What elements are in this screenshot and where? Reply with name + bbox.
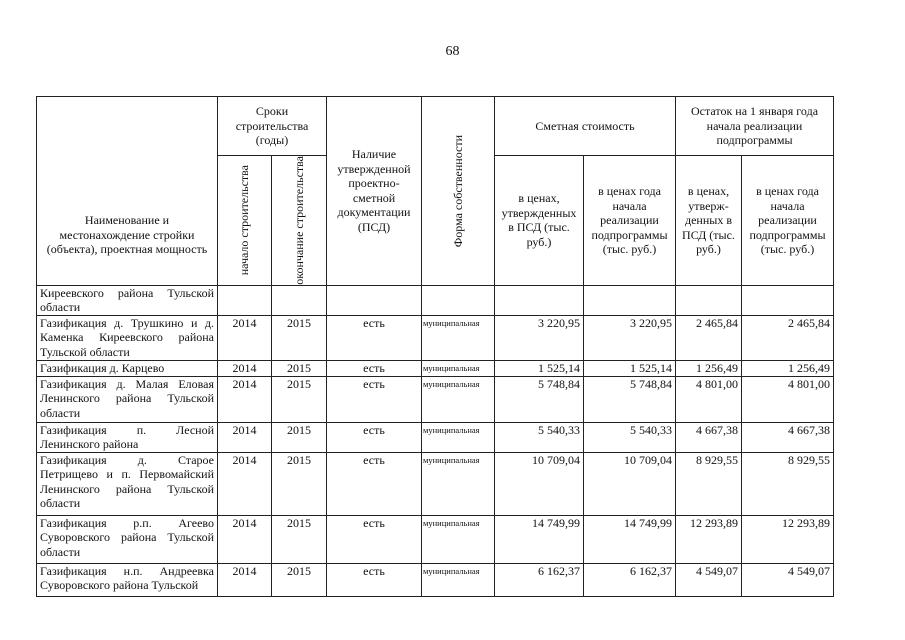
start-year: 2014 [218, 515, 272, 563]
cost-psd [495, 285, 584, 315]
header-remainder-psd: в ценах, утверж-денных в ПСД (тыс. руб.) [676, 156, 742, 286]
table-row [37, 285, 834, 315]
cost-psd: 10 709,04 [495, 452, 584, 515]
cost-current: 5 540,33 [584, 422, 676, 452]
cost-psd: 1 525,14 [495, 360, 584, 376]
cost-psd: 14 749,99 [495, 515, 584, 563]
psd-status: есть [327, 376, 422, 422]
table-row [37, 563, 834, 596]
header-end-cell [272, 156, 327, 286]
end-year [272, 285, 327, 315]
remainder-psd: 4 667,38 [676, 422, 742, 452]
start-year: 2014 [218, 360, 272, 376]
header-cost-psd: в ценах, утвержденных в ПСД (тыс. руб.) [495, 156, 584, 286]
end-year: 2015 [272, 360, 327, 376]
header-cost-current: в ценах года начала реализации подпрограммы (тыс. руб.) [584, 156, 676, 286]
header-end: окончание строительства [291, 156, 306, 285]
remainder-psd: 4 801,00 [676, 376, 742, 422]
psd-status: есть [327, 515, 422, 563]
header-start: начало строительства [237, 165, 251, 276]
cost-table-container [36, 96, 834, 597]
table-row [37, 360, 834, 376]
remainder-psd: 2 465,84 [676, 315, 742, 360]
start-year [218, 285, 272, 315]
construction-cost-table [36, 96, 834, 597]
cost-current [584, 285, 676, 315]
remainder-psd: 12 293,89 [676, 515, 742, 563]
remainder-current: 4 549,07 [742, 563, 834, 596]
remainder-current: 2 465,84 [742, 315, 834, 360]
remainder-current: 4 667,38 [742, 422, 834, 452]
ownership-form: муниципальная [422, 360, 495, 376]
remainder-psd: 8 929,55 [676, 452, 742, 515]
end-year: 2015 [272, 563, 327, 596]
table-row [37, 515, 834, 563]
cost-psd: 3 220,95 [495, 315, 584, 360]
ownership-form: муниципальная [422, 515, 495, 563]
cost-current: 3 220,95 [584, 315, 676, 360]
end-year: 2015 [272, 422, 327, 452]
table-body [37, 285, 834, 596]
table-row [37, 376, 834, 422]
header-remainder-current: в ценах года начала реализации подпрограммы (тыс. руб.) [742, 156, 834, 286]
remainder-current: 8 929,55 [742, 452, 834, 515]
end-year: 2015 [272, 515, 327, 563]
remainder-psd: 4 549,07 [676, 563, 742, 596]
object-name: Киреевского района Тульской области [37, 285, 218, 315]
cost-current: 1 525,14 [584, 360, 676, 376]
remainder-psd [676, 285, 742, 315]
ownership-form: муниципальная [422, 452, 495, 515]
cost-current: 10 709,04 [584, 452, 676, 515]
end-year: 2015 [272, 452, 327, 515]
table-row [37, 452, 834, 515]
start-year: 2014 [218, 452, 272, 515]
remainder-current [742, 285, 834, 315]
cost-current: 6 162,37 [584, 563, 676, 596]
remainder-current: 4 801,00 [742, 376, 834, 422]
object-name: Газификация д. Старое Петрищево и п. Первомайский Ленинского района Тульской области [37, 452, 218, 515]
remainder-current: 12 293,89 [742, 515, 834, 563]
ownership-form: муниципальная [422, 422, 495, 452]
cost-psd: 5 540,33 [495, 422, 584, 452]
psd-status [327, 285, 422, 315]
start-year: 2014 [218, 315, 272, 360]
end-year: 2015 [272, 315, 327, 360]
cost-psd: 6 162,37 [495, 563, 584, 596]
object-name: Газификация д. Малая Еловая Ленинского района Тульской области [37, 376, 218, 422]
start-year: 2014 [218, 563, 272, 596]
cost-current: 5 748,84 [584, 376, 676, 422]
start-year: 2014 [218, 376, 272, 422]
header-psd: Наличие утвержденной проектно-сметной документации (ПСД) [327, 97, 422, 286]
header-ownership-cell [422, 97, 495, 286]
psd-status: есть [327, 563, 422, 596]
table-row [37, 315, 834, 360]
table-row [37, 422, 834, 452]
end-year: 2015 [272, 376, 327, 422]
remainder-psd: 1 256,49 [676, 360, 742, 376]
cost-current: 14 749,99 [584, 515, 676, 563]
header-cost: Сметная стоимость [495, 97, 676, 156]
header-start-cell [218, 156, 272, 286]
ownership-form: муниципальная [422, 376, 495, 422]
start-year: 2014 [218, 422, 272, 452]
psd-status: есть [327, 315, 422, 360]
object-name: Газификация н.п. Андреевка Суворовского района Тульской [37, 563, 218, 596]
object-name: Газификация д. Трушкино и д. Каменка Киреевского района Тульской области [37, 315, 218, 360]
ownership-form [422, 285, 495, 315]
remainder-current: 1 256,49 [742, 360, 834, 376]
header-name: Наименование и местонахождение стройки (объекта), проектная мощность [37, 97, 218, 286]
psd-status: есть [327, 452, 422, 515]
header-remainder: Остаток на 1 января года начала реализации подпрограммы [676, 97, 834, 156]
page-number: 68 [445, 44, 460, 59]
object-name: Газификация р.п. Агеево Суворовского района Тульской области [37, 515, 218, 563]
psd-status: есть [327, 422, 422, 452]
ownership-form: муниципальная [422, 315, 495, 360]
object-name: Газификация п. Лесной Ленинского района [37, 422, 218, 452]
header-terms: Сроки строительства (годы) [218, 97, 327, 156]
ownership-form: муниципальная [422, 563, 495, 596]
psd-status: есть [327, 360, 422, 376]
cost-psd: 5 748,84 [495, 376, 584, 422]
object-name: Газификация д. Карцево [37, 360, 218, 376]
header-ownership: Форма собственности [450, 134, 465, 247]
